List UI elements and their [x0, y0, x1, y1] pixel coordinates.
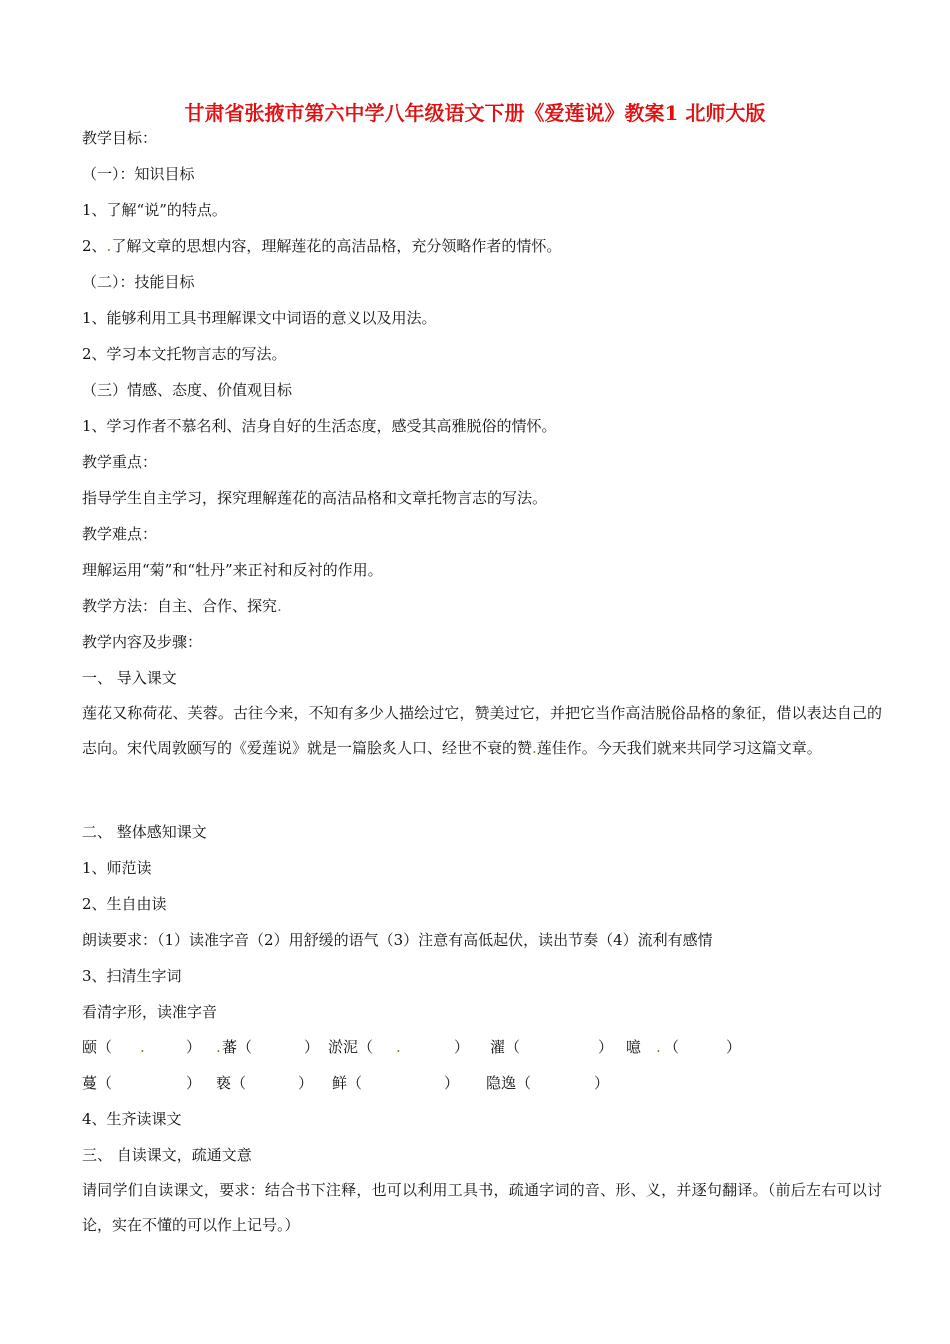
- dot-mark: .: [140, 1038, 145, 1056]
- goal-item: 1、了解“说”的特点。: [82, 201, 227, 219]
- pronunciation-row-1: [82, 1037, 782, 1057]
- self-reading-paragraph: 请同学们自读课文，要求：结合书下注释，也可以利用工具书，疏通字词的音、形、义，并逐句翻译。（前后左右可以讨论，实在不懂的可以作上记号。）: [82, 1181, 882, 1234]
- difficulties-text: 理解运用“菊”和“牡丹”来正衬和反衬的作用。: [82, 561, 383, 579]
- heading-difficulties: 教学难点：: [82, 525, 158, 543]
- step-item: 4、生齐读课文: [82, 1110, 182, 1128]
- section-heading-1: 一、 导入课文: [82, 669, 177, 687]
- vocab-blank-close: ）: [726, 1038, 742, 1056]
- step-item: 2、生自由读: [82, 895, 167, 913]
- goal-item-text: 了解文章的思想内容，理解莲花的高洁品格，充分领略作者的情怀。: [111, 237, 562, 255]
- section-heading-2: 二、 整体感知课文: [82, 823, 207, 841]
- step-item: 1、师范读: [82, 859, 152, 877]
- intro-paragraph-text: 莲花又称荷花、芙蓉。古往今来，不知有多少人描绘过它，赞美过它，并把它当作高洁脱俗品格的象征，借以表达自己的志向。宋代周敦颐写的《爱莲说》就是一篇脍炙人口、经世不衰的赞: [82, 704, 882, 757]
- vocab-word: 淤泥（: [328, 1038, 374, 1056]
- subheading-values: （三）情感、态度、价值观目标: [82, 381, 293, 399]
- dot-mark: .: [216, 1038, 221, 1056]
- vocab-word: 濯（: [490, 1038, 521, 1056]
- vocab-word: 隐逸（: [486, 1074, 532, 1092]
- goal-item: 1、学习作者不慕名利、洁身自好的生活态度，感受其高雅脱俗的情怀。: [82, 417, 557, 435]
- document-title: 甘肃省张掖市第六中学八年级语文下册《爱莲说》教案1 北师大版: [184, 101, 766, 125]
- vocab-blank-close: ）: [444, 1074, 460, 1092]
- vocab-blank-close: ）: [298, 1074, 314, 1092]
- reading-requirements: 朗读要求：（1）读准字音（2）用舒缓的语气（3）注意有高低起伏，读出节奏（4）流利有感情: [82, 931, 713, 949]
- vocab-blank-close: ）: [598, 1038, 614, 1056]
- vocab-word: 鲜（: [332, 1074, 363, 1092]
- vocab-blank-close: ）: [454, 1038, 470, 1056]
- vocab-blank-close: ）: [304, 1038, 320, 1056]
- vocab-blank-close: ）: [186, 1074, 202, 1092]
- teaching-methods-text: 教学方法：自主、合作、探究: [82, 597, 278, 615]
- dot-mark: .: [656, 1038, 661, 1056]
- dot-mark: .: [277, 597, 282, 615]
- intro-paragraph: [82, 696, 882, 766]
- vocab-word: 噫: [626, 1038, 642, 1056]
- intro-paragraph-text-2: 莲佳作。今天我们就来共同学习这篇文章。: [536, 739, 822, 757]
- vocab-blank-open: （: [664, 1038, 680, 1056]
- goal-item: 1、能够利用工具书理解课文中词语的意义以及用法。: [82, 309, 437, 327]
- goal-item: 2、学习本文托物言志的写法。: [82, 345, 287, 363]
- heading-key-points: 教学重点：: [82, 453, 158, 471]
- teaching-methods: [82, 596, 282, 616]
- section-heading-3: 三、 自读课文，疏通文意: [82, 1146, 252, 1164]
- vocab-word: 蕃（: [222, 1038, 253, 1056]
- vocab-word: 颐（: [82, 1038, 113, 1056]
- step-item: 3、扫清生字词: [82, 967, 182, 985]
- pronunciation-row-2: [82, 1073, 682, 1093]
- heading-teaching-goals: 教学目标：: [82, 129, 158, 147]
- dot-mark: .: [106, 237, 112, 255]
- vocab-blank-close: ）: [594, 1074, 610, 1092]
- subheading-skills: （二）：技能目标: [82, 273, 195, 291]
- vocab-blank-close: ）: [186, 1038, 202, 1056]
- vocab-word: 蔓（: [82, 1074, 113, 1092]
- goal-item: [82, 236, 561, 256]
- goal-item-number: 2、: [82, 237, 107, 255]
- dot-mark: .: [396, 1038, 401, 1056]
- instruction-text: 看清字形，读准字音: [82, 1003, 218, 1021]
- heading-content-steps: 教学内容及步骤：: [82, 633, 203, 651]
- key-points-text: 指导学生自主学习，探究理解莲花的高洁品格和文章托物言志的写法。: [82, 489, 548, 507]
- dot-mark: .: [532, 739, 537, 757]
- vocab-word: 亵（: [216, 1074, 247, 1092]
- subheading-knowledge: （一）：知识目标: [82, 165, 195, 183]
